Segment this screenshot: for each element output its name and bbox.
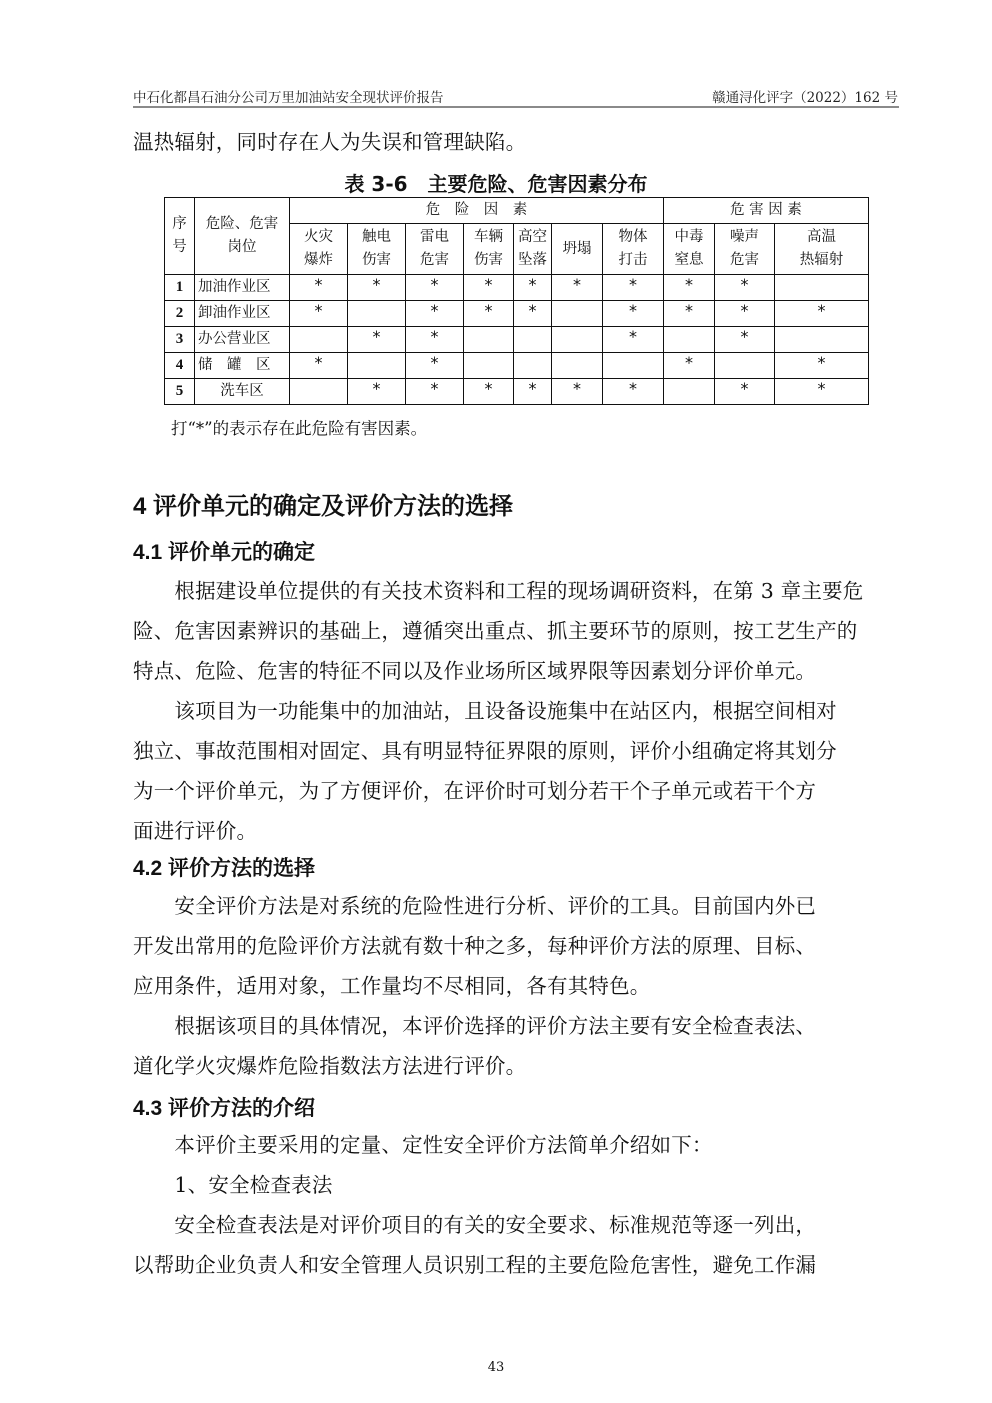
body-line: 本评价主要采用的定量、定性安全评价方法简单介绍如下： — [133, 1133, 713, 1157]
body-line: 应用条件，适用对象，工作量均不尽相同，各有其特色。 — [133, 974, 651, 998]
hazard-mark-cell — [775, 353, 869, 379]
star-mark: * — [372, 379, 381, 398]
star-mark: * — [629, 275, 637, 294]
hazard-mark-cell — [290, 353, 348, 379]
body-line: 根据该项目的具体情况，本评价选择的评价方法主要有安全检查表法、 — [133, 1014, 817, 1038]
hazard-mark-cell — [715, 301, 775, 327]
column-header: 雷电 危害 — [406, 224, 464, 275]
row-post: 办公营业区 — [195, 327, 290, 353]
hazard-mark-cell — [552, 275, 603, 301]
column-header: 高温 热辐射 — [775, 224, 869, 275]
star-mark: * — [430, 379, 439, 398]
star-mark: * — [528, 301, 537, 320]
star-mark: * — [314, 353, 323, 372]
body-line: 以帮助企业负责人和安全管理人员识别工程的主要危险危害性，避免工作漏 — [133, 1253, 817, 1277]
star-mark: * — [573, 275, 581, 294]
column-header: 触电 伤害 — [348, 224, 406, 275]
hazard-mark-cell — [664, 379, 715, 405]
star-mark: * — [740, 301, 749, 320]
column-header: 高空 坠落 — [514, 224, 552, 275]
hazard-mark-cell — [552, 379, 603, 405]
column-header: 火灾 爆炸 — [290, 224, 348, 275]
hazard-mark-cell — [514, 327, 552, 353]
row-post: 洗车区 — [195, 379, 290, 405]
star-mark: * — [629, 301, 637, 320]
hazard-mark-cell — [664, 327, 715, 353]
hazard-mark-cell — [514, 379, 552, 405]
table-row — [165, 379, 869, 405]
hazard-mark-cell — [775, 379, 869, 405]
row-seq: 3 — [165, 327, 195, 353]
body-line: 该项目为一功能集中的加油站，且设备设施集中在站区内，根据空间相对 — [133, 699, 837, 723]
hazard-mark-cell — [464, 353, 514, 379]
star-mark: * — [430, 353, 439, 372]
body-line: 安全检查表法是对评价项目的有关的安全要求、标准规范等逐一列出， — [133, 1213, 817, 1237]
hazard-mark-cell — [715, 353, 775, 379]
row-post: 卸油作业区 — [195, 301, 290, 327]
hazard-mark-cell — [290, 275, 348, 301]
hazard-mark-cell — [715, 379, 775, 405]
hazard-mark-cell — [406, 327, 464, 353]
star-mark: * — [372, 327, 381, 346]
section-4-2-title: 4.2 评价方法的选择 — [133, 857, 316, 880]
header-post: 危险、危害 岗位 — [195, 198, 290, 275]
star-mark: * — [484, 301, 493, 320]
section-4-title: 4 评价单元的确定及评价方法的选择 — [133, 493, 514, 520]
hazard-mark-cell — [464, 275, 514, 301]
header-seq: 序 号 — [165, 198, 195, 275]
hazard-mark-cell — [348, 275, 406, 301]
column-header: 车辆 伤害 — [464, 224, 514, 275]
hazard-mark-cell — [290, 379, 348, 405]
star-mark: * — [430, 327, 439, 346]
running-header-docno: 赣通浔化评字（2022）162 号 — [712, 90, 898, 106]
star-mark: * — [314, 275, 323, 294]
table-caption: 表 3-6 主要危险、危害因素分布 — [344, 172, 648, 196]
body-line: 开发出常用的危险评价方法就有数十种之多，每种评价方法的原理、目标、 — [133, 934, 817, 958]
hazard-mark-cell — [406, 353, 464, 379]
star-mark: * — [528, 275, 537, 294]
star-mark: * — [573, 379, 581, 398]
body-line: 道化学火灾爆炸危险指数法方法进行评价。 — [133, 1054, 527, 1078]
hazard-mark-cell — [603, 379, 664, 405]
body-line: 独立、事故范围相对固定、具有明显特征界限的原则，评价小组确定将其划分 — [133, 739, 837, 763]
table-note: 打“*”的表示存在此危险有害因素。 — [171, 419, 428, 438]
hazard-mark-cell — [464, 379, 514, 405]
hazard-mark-cell — [715, 275, 775, 301]
header-harm-group: 危 害 因 素 — [664, 198, 869, 224]
star-mark: * — [740, 379, 749, 398]
star-mark: * — [817, 379, 826, 398]
body-line: 安全评价方法是对系统的危险性进行分析、评价的工具。目前国内外已 — [133, 894, 817, 918]
star-mark: * — [685, 353, 693, 372]
star-mark: * — [685, 301, 693, 320]
hazard-mark-cell — [775, 275, 869, 301]
intro-line: 温热辐射，同时存在人为失误和管理缺陷。 — [133, 130, 527, 154]
star-mark: * — [430, 275, 439, 294]
hazard-mark-cell — [514, 301, 552, 327]
hazard-mark-cell — [348, 327, 406, 353]
hazard-mark-cell — [664, 301, 715, 327]
star-mark: * — [817, 353, 826, 372]
row-seq: 2 — [165, 301, 195, 327]
hazard-mark-cell — [552, 301, 603, 327]
section-4-3-title: 4.3 评价方法的介绍 — [133, 1097, 316, 1120]
row-post: 储 罐 区 — [195, 353, 290, 379]
hazard-mark-cell — [603, 275, 664, 301]
hazard-mark-cell — [290, 301, 348, 327]
running-header-title: 中石化都昌石油分公司万里加油站安全现状评价报告 — [133, 90, 444, 106]
hazard-mark-cell — [514, 353, 552, 379]
star-mark: * — [629, 327, 637, 346]
star-mark: * — [430, 301, 439, 320]
hazard-mark-cell — [603, 353, 664, 379]
header-rule — [133, 106, 899, 108]
star-mark: * — [817, 301, 826, 320]
hazard-mark-cell — [552, 353, 603, 379]
table-row — [165, 327, 869, 353]
table-body — [165, 275, 869, 405]
body-line: 1、安全检查表法 — [133, 1173, 333, 1197]
body-line: 特点、危险、危害的特征不同以及作业场所区域界限等因素划分评价单元。 — [133, 659, 817, 683]
table-row — [165, 275, 869, 301]
column-header: 坍塌 — [552, 224, 603, 275]
hazard-mark-cell — [464, 327, 514, 353]
hazard-mark-cell — [348, 379, 406, 405]
row-seq: 5 — [165, 379, 195, 405]
star-mark: * — [528, 379, 537, 398]
hazard-mark-cell — [348, 353, 406, 379]
hazard-mark-cell — [775, 327, 869, 353]
row-seq: 1 — [165, 275, 195, 301]
star-mark: * — [740, 327, 749, 346]
star-mark: * — [740, 275, 749, 294]
header-danger-group: 危 险 因 素 — [290, 198, 664, 224]
table-row — [165, 301, 869, 327]
star-mark: * — [484, 275, 493, 294]
hazard-mark-cell — [514, 275, 552, 301]
hazard-mark-cell — [464, 301, 514, 327]
hazard-mark-cell — [715, 327, 775, 353]
column-header: 中毒 窒息 — [664, 224, 715, 275]
body-line: 险、危害因素辨识的基础上，遵循突出重点、抓主要环节的原则，按工艺生产的 — [133, 619, 858, 643]
row-post: 加油作业区 — [195, 275, 290, 301]
row-seq: 4 — [165, 353, 195, 379]
star-mark: * — [484, 379, 493, 398]
body-line: 根据建设单位提供的有关技术资料和工程的现场调研资料，在第 3 章主要危 — [133, 579, 864, 603]
hazard-mark-cell — [603, 301, 664, 327]
hazard-mark-cell — [664, 353, 715, 379]
table-row — [165, 353, 869, 379]
hazard-mark-cell — [406, 275, 464, 301]
hazard-mark-cell — [552, 327, 603, 353]
star-mark: * — [685, 275, 693, 294]
hazard-mark-cell — [348, 301, 406, 327]
column-header: 物体 打击 — [603, 224, 664, 275]
hazard-mark-cell — [406, 301, 464, 327]
hazard-mark-cell — [664, 275, 715, 301]
column-header: 噪声 危害 — [715, 224, 775, 275]
hazard-mark-cell — [290, 327, 348, 353]
body-line: 为一个评价单元，为了方便评价，在评价时可划分若干个子单元或若干个方 — [133, 779, 817, 803]
section-4-1-title: 4.1 评价单元的确定 — [133, 541, 316, 564]
hazard-mark-cell — [406, 379, 464, 405]
star-mark: * — [629, 379, 637, 398]
star-mark: * — [372, 275, 381, 294]
hazard-mark-cell — [775, 301, 869, 327]
body-line: 面进行评价。 — [133, 819, 258, 843]
hazard-table — [164, 197, 869, 405]
page-number: 43 — [487, 1360, 505, 1375]
star-mark: * — [314, 301, 323, 320]
hazard-mark-cell — [603, 327, 664, 353]
